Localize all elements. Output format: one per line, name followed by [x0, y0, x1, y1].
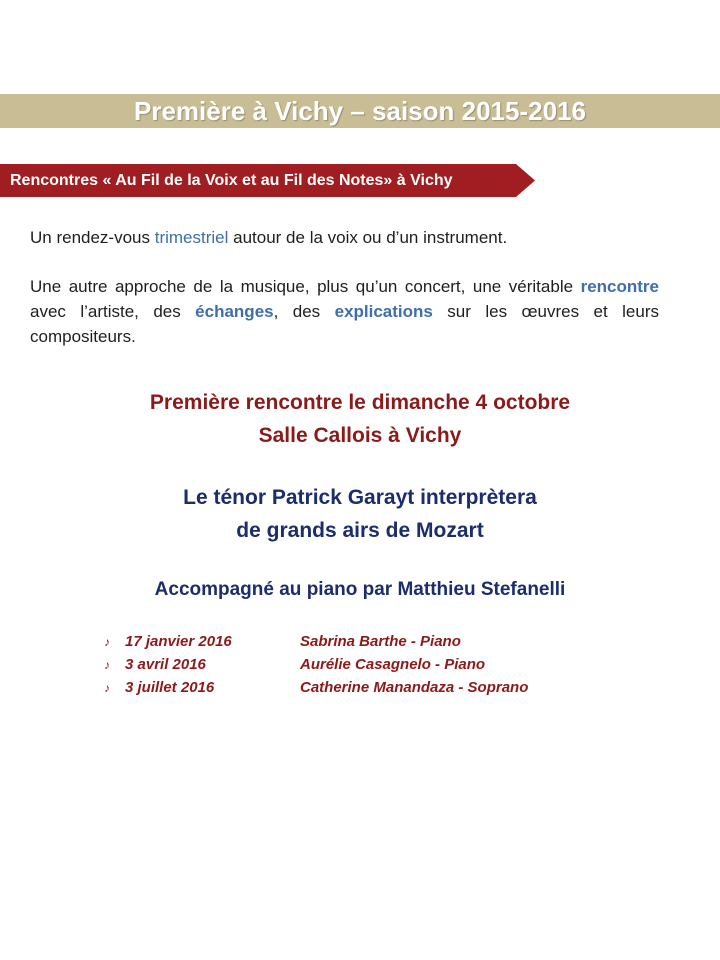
- music-note-icon: ♪: [104, 658, 110, 672]
- banner-text: Rencontres « Au Fil de la Voix et au Fil des Notes» à Vichy: [10, 172, 453, 189]
- intro-text-2b: avec l’artiste, des: [30, 302, 196, 321]
- intro-text-1b: autour de la voix ou d’un instrument.: [228, 228, 508, 247]
- music-note-icon: ♪: [104, 681, 110, 695]
- intro-text-2d: sur les œuvres et leurs compositeurs.: [30, 302, 659, 346]
- highlight-rencontre: rencontre: [580, 277, 659, 296]
- list-item: [104, 677, 529, 699]
- performer-line-2: de grands airs de Mozart: [236, 519, 484, 542]
- event-date: 3 avril 2016: [125, 656, 206, 673]
- music-note-icon: ♪: [104, 635, 110, 649]
- performer-line-1: Le ténor Patrick Garayt interprètera: [183, 486, 537, 509]
- event-artist: Aurélie Casagnelo - Piano: [300, 656, 486, 673]
- intro-paragraph: [30, 274, 659, 349]
- event-date: 17 janvier 2016: [125, 633, 232, 650]
- intro-text-2a: Une autre approche de la musique, plus qu’un concert, une véritable: [30, 277, 581, 296]
- accompaniment-line: Accompagné au piano par Matthieu Stefanelli: [154, 579, 566, 600]
- event-artist: Sabrina Barthe - Piano: [300, 633, 461, 650]
- highlight-explications: explications: [334, 302, 433, 321]
- intro-highlight-trimestriel: trimestriel: [154, 228, 229, 247]
- page-title: Première à Vichy – saison 2015-2016: [134, 96, 586, 126]
- section-banner: [0, 164, 535, 197]
- event-artist: Catherine Manandaza - Soprano: [300, 679, 529, 696]
- first-meeting-venue: Salle Callois à Vichy: [258, 424, 462, 447]
- intro-text-1a: Un rendez-vous: [30, 228, 155, 247]
- intro-line: [30, 225, 659, 250]
- intro-text-2c: , des: [273, 302, 335, 321]
- event-date: 3 juillet 2016: [125, 679, 215, 696]
- highlight-echanges: échanges: [195, 302, 274, 321]
- first-meeting-date: Première rencontre le dimanche 4 octobre: [149, 391, 571, 414]
- list-item: [104, 654, 486, 676]
- list-item: [104, 631, 461, 653]
